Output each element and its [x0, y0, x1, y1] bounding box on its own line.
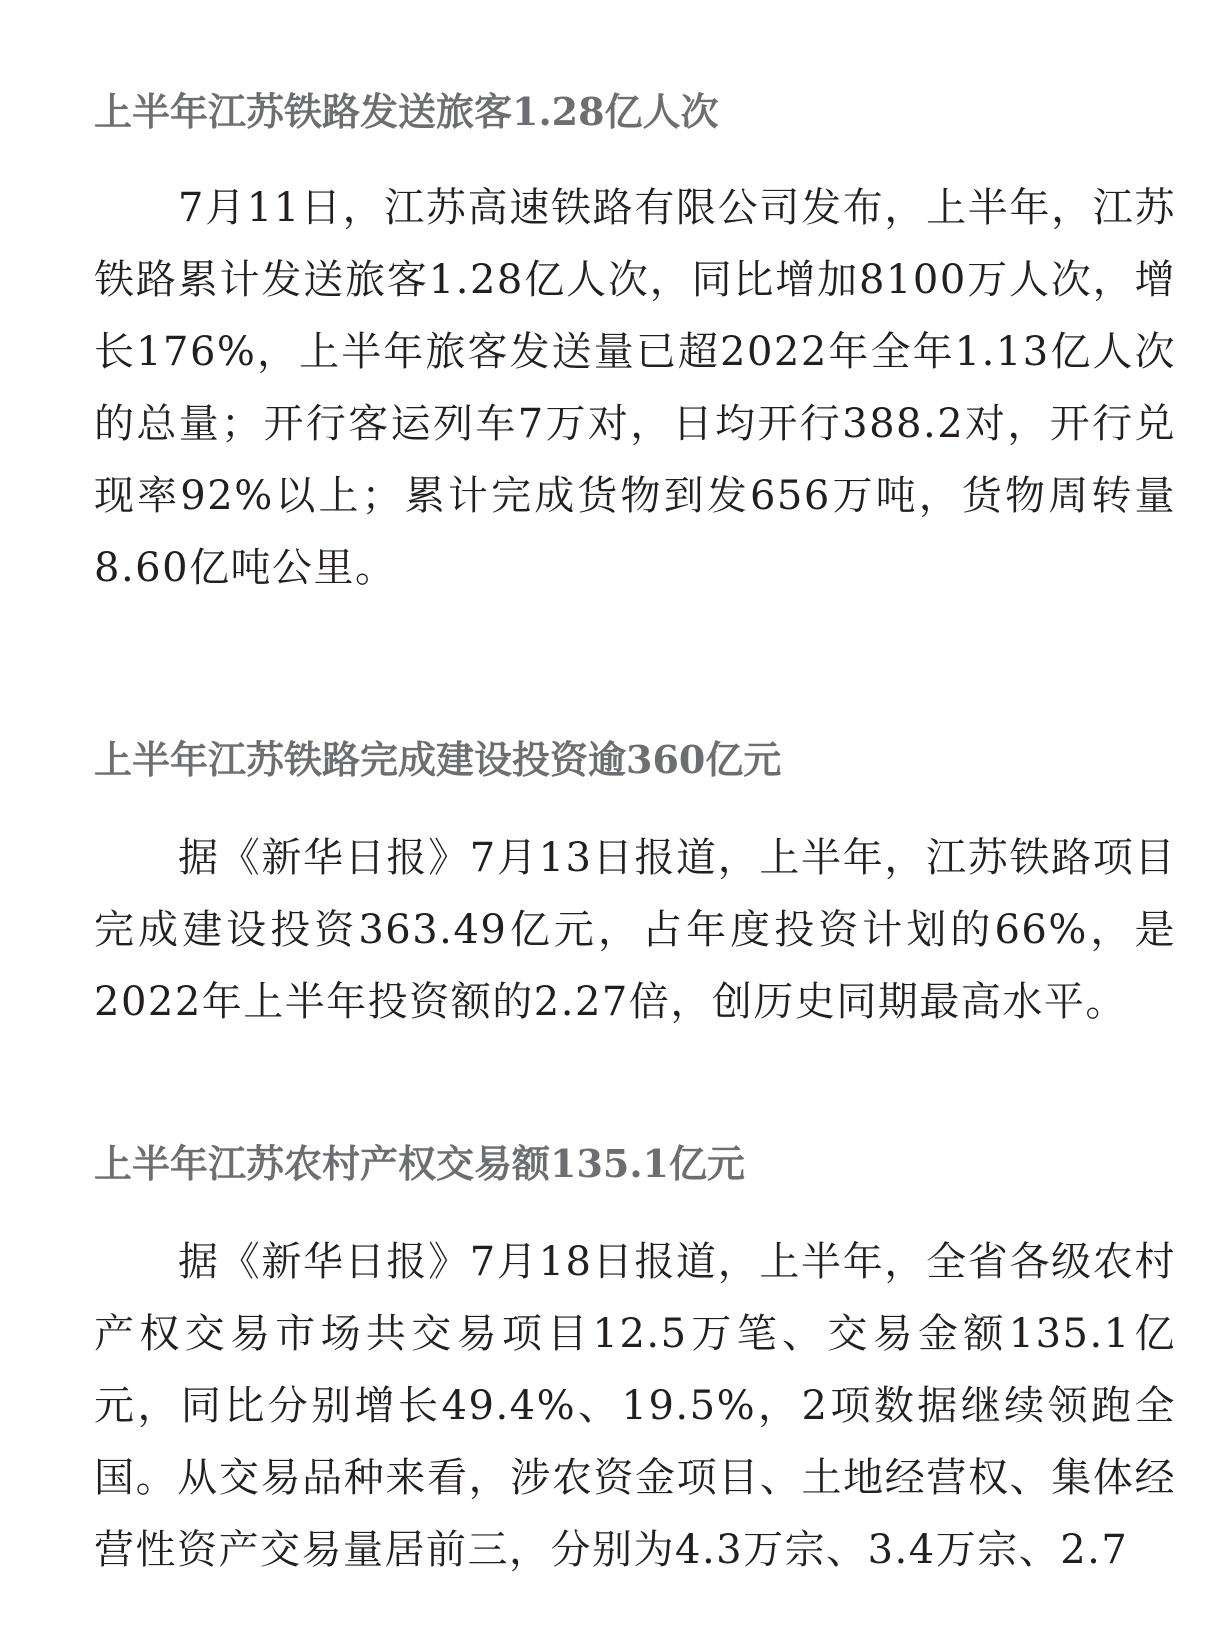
article-railway-investment — [94, 736, 1176, 1038]
article-rural-property-trading — [94, 1140, 1176, 1586]
article-heading: 上半年江苏铁路发送旅客1.28亿人次 — [94, 89, 719, 134]
article-railway-passengers — [94, 88, 1176, 604]
article-body: 7月11日，江苏高速铁路有限公司发布，上半年，江苏铁路累计发送旅客1.28亿人次，同比增加8100万人次，增长176%，上半年旅客发送量已超2022年全年1.13亿人次的总量；开行客运列车7万对，日均开行388.2对，开行兑现率92%以上；累计完成货物到发656万吨，货物周转量8.60亿吨公里。 — [94, 185, 1176, 591]
article-heading: 上半年江苏铁路完成建设投资逾360亿元 — [94, 737, 782, 782]
article-body: 据《新华日报》7月13日报道，上半年，江苏铁路项目完成建设投资363.49亿元，占年度投资计划的66%，是2022年上半年投资额的2.27倍，创历史同期最高水平。 — [94, 835, 1176, 1025]
article-heading: 上半年江苏农村产权交易额135.1亿元 — [94, 1141, 745, 1186]
article-body: 据《新华日报》7月18日报道，上半年，全省各级农村产权交易市场共交易项目12.5万笔、交易金额135.1亿元，同比分别增长49.4%、19.5%，2项数据继续领跑全国。从交易品种来看，涉农资金项目、土地经营权、集体经营性资产交易量居前三，分别为4.3万宗、3.4万宗、2.7 — [94, 1239, 1176, 1573]
